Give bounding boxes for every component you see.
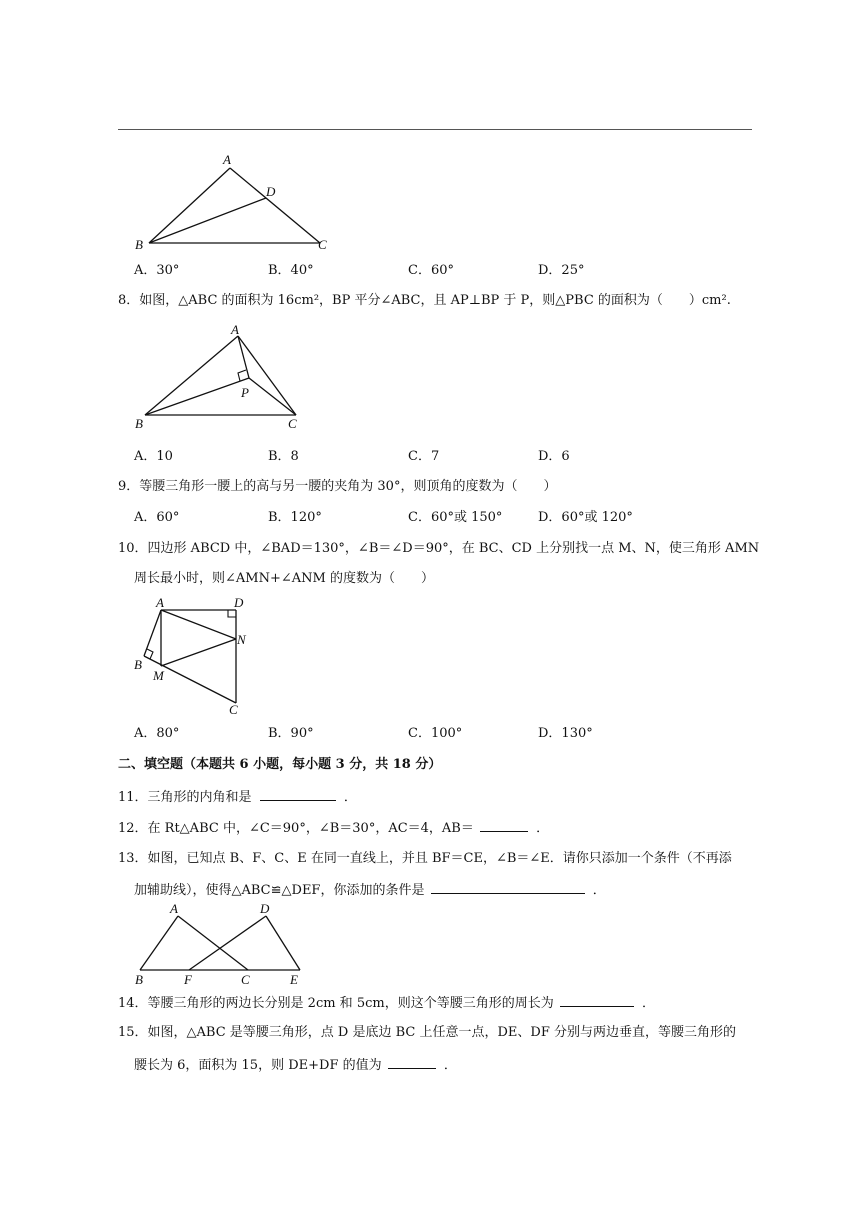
q12-answer-blank[interactable]: [480, 818, 528, 832]
q13-label-c: C: [241, 972, 250, 987]
q10-label-n: N: [237, 632, 246, 647]
q15-suffix: ．: [443, 1058, 457, 1073]
q10-figure: [130, 596, 255, 718]
q10-label-c: C: [229, 702, 238, 717]
q10-option-a: A．80°: [134, 726, 180, 741]
q13-label-e: E: [290, 972, 298, 987]
q13-answer-blank[interactable]: [431, 880, 585, 894]
q14-answer-blank[interactable]: [560, 993, 634, 1007]
q14-line: [118, 993, 655, 1013]
q10-label-m: M: [153, 668, 164, 683]
q8-label-c: C: [288, 416, 297, 431]
q8-stem: 8．如图，△ABC 的面积为 16cm²，BP 平分∠ABC，且 AP⊥BP 于 P，则△PBC 的面积为（ ）cm².: [118, 293, 731, 308]
q13-label-b: B: [135, 972, 143, 987]
q10-option-d: D．130°: [538, 726, 593, 741]
q8-figure: [130, 322, 315, 434]
q7-label-d: D: [266, 184, 276, 199]
q13-label-d: D: [260, 901, 270, 916]
q8-label-p: P: [241, 385, 249, 400]
q7-option-b: B．40°: [268, 263, 314, 278]
q11-suffix: ．: [343, 790, 357, 805]
q15-stem-line1: 15．如图，△ABC 是等腰三角形，点 D 是底边 BC 上任意一点，DE、DF 分别与两边垂直，等腰三角形的: [118, 1025, 736, 1040]
q8-option-d: D．6: [538, 449, 570, 464]
q11-line: [118, 787, 357, 807]
q9-option-a: A．60°: [134, 510, 180, 525]
q7-option-a: A．30°: [134, 263, 180, 278]
q7-label-c: C: [318, 237, 327, 252]
q13-label-f: F: [184, 972, 192, 987]
q9-stem: 9．等腰三角形一腰上的高与另一腰的夹角为 30°，则顶角的度数为（ ）: [118, 479, 557, 494]
q10-option-c: C．100°: [408, 726, 463, 741]
q13-line2: [134, 880, 606, 900]
q8-label-b: B: [135, 416, 143, 431]
q10-label-d: D: [234, 596, 244, 610]
q9-option-c: C．60°或 150°: [408, 510, 503, 525]
q8-option-c: C．7: [408, 449, 440, 464]
q10-stem-line2: 周长最小时，则∠AMN+∠ANM 的度数为（ ）: [134, 571, 434, 586]
q8-label-a: A: [231, 322, 239, 337]
q11-answer-blank[interactable]: [260, 787, 336, 801]
q12-stem: 12．在 Rt△ABC 中，∠C＝90°，∠B＝30°，AC＝4，AB＝: [118, 821, 474, 836]
q15-answer-blank[interactable]: [388, 1055, 436, 1069]
q10-label-a: A: [156, 596, 164, 610]
q14-suffix: ．: [641, 996, 655, 1011]
q9-option-d: D．60°或 120°: [538, 510, 633, 525]
q13-stem-line2: 加辅助线），使得△ABC≌△DEF，你添加的条件是: [134, 883, 425, 898]
q10-stem-line1: 10．四边形 ABCD 中，∠BAD＝130°，∠B＝∠D＝90°，在 BC、CD 上分别找一点 M、N，使三角形 AMN: [118, 541, 760, 556]
q13-label-a: A: [170, 901, 178, 916]
header-rule: [118, 129, 752, 130]
q8-option-b: B．8: [268, 449, 299, 464]
q7-option-d: D．25°: [538, 263, 585, 278]
q15-line2: [134, 1055, 457, 1075]
q10-label-b: B: [134, 657, 142, 672]
q12-line: [118, 818, 549, 838]
q13-suffix: ．: [592, 883, 606, 898]
q14-stem: 14．等腰三角形的两边长分别是 2cm 和 5cm，则这个等腰三角形的周长为: [118, 996, 554, 1011]
q13-figure: [130, 900, 310, 988]
q7-label-b: B: [135, 237, 143, 252]
q13-stem-line1: 13．如图，已知点 B、F、C、E 在同一直线上，并且 BF＝CE，∠B＝∠E．请你只添加一个条件（不再添: [118, 851, 732, 866]
q15-stem-line2: 腰长为 6，面积为 15，则 DE+DF 的值为: [134, 1058, 382, 1073]
q11-stem: 11．三角形的内角和是: [118, 790, 252, 805]
section2-heading: 二、填空题（本题共 6 小题，每小题 3 分，共 18 分）: [118, 757, 442, 772]
q10-option-b: B．90°: [268, 726, 314, 741]
q12-suffix: ．: [536, 821, 550, 836]
q8-option-a: A．10: [134, 449, 173, 464]
q9-option-b: B．120°: [268, 510, 322, 525]
q7-label-a: A: [223, 152, 231, 167]
q7-option-c: C．60°: [408, 263, 454, 278]
q7-figure: [130, 152, 335, 252]
